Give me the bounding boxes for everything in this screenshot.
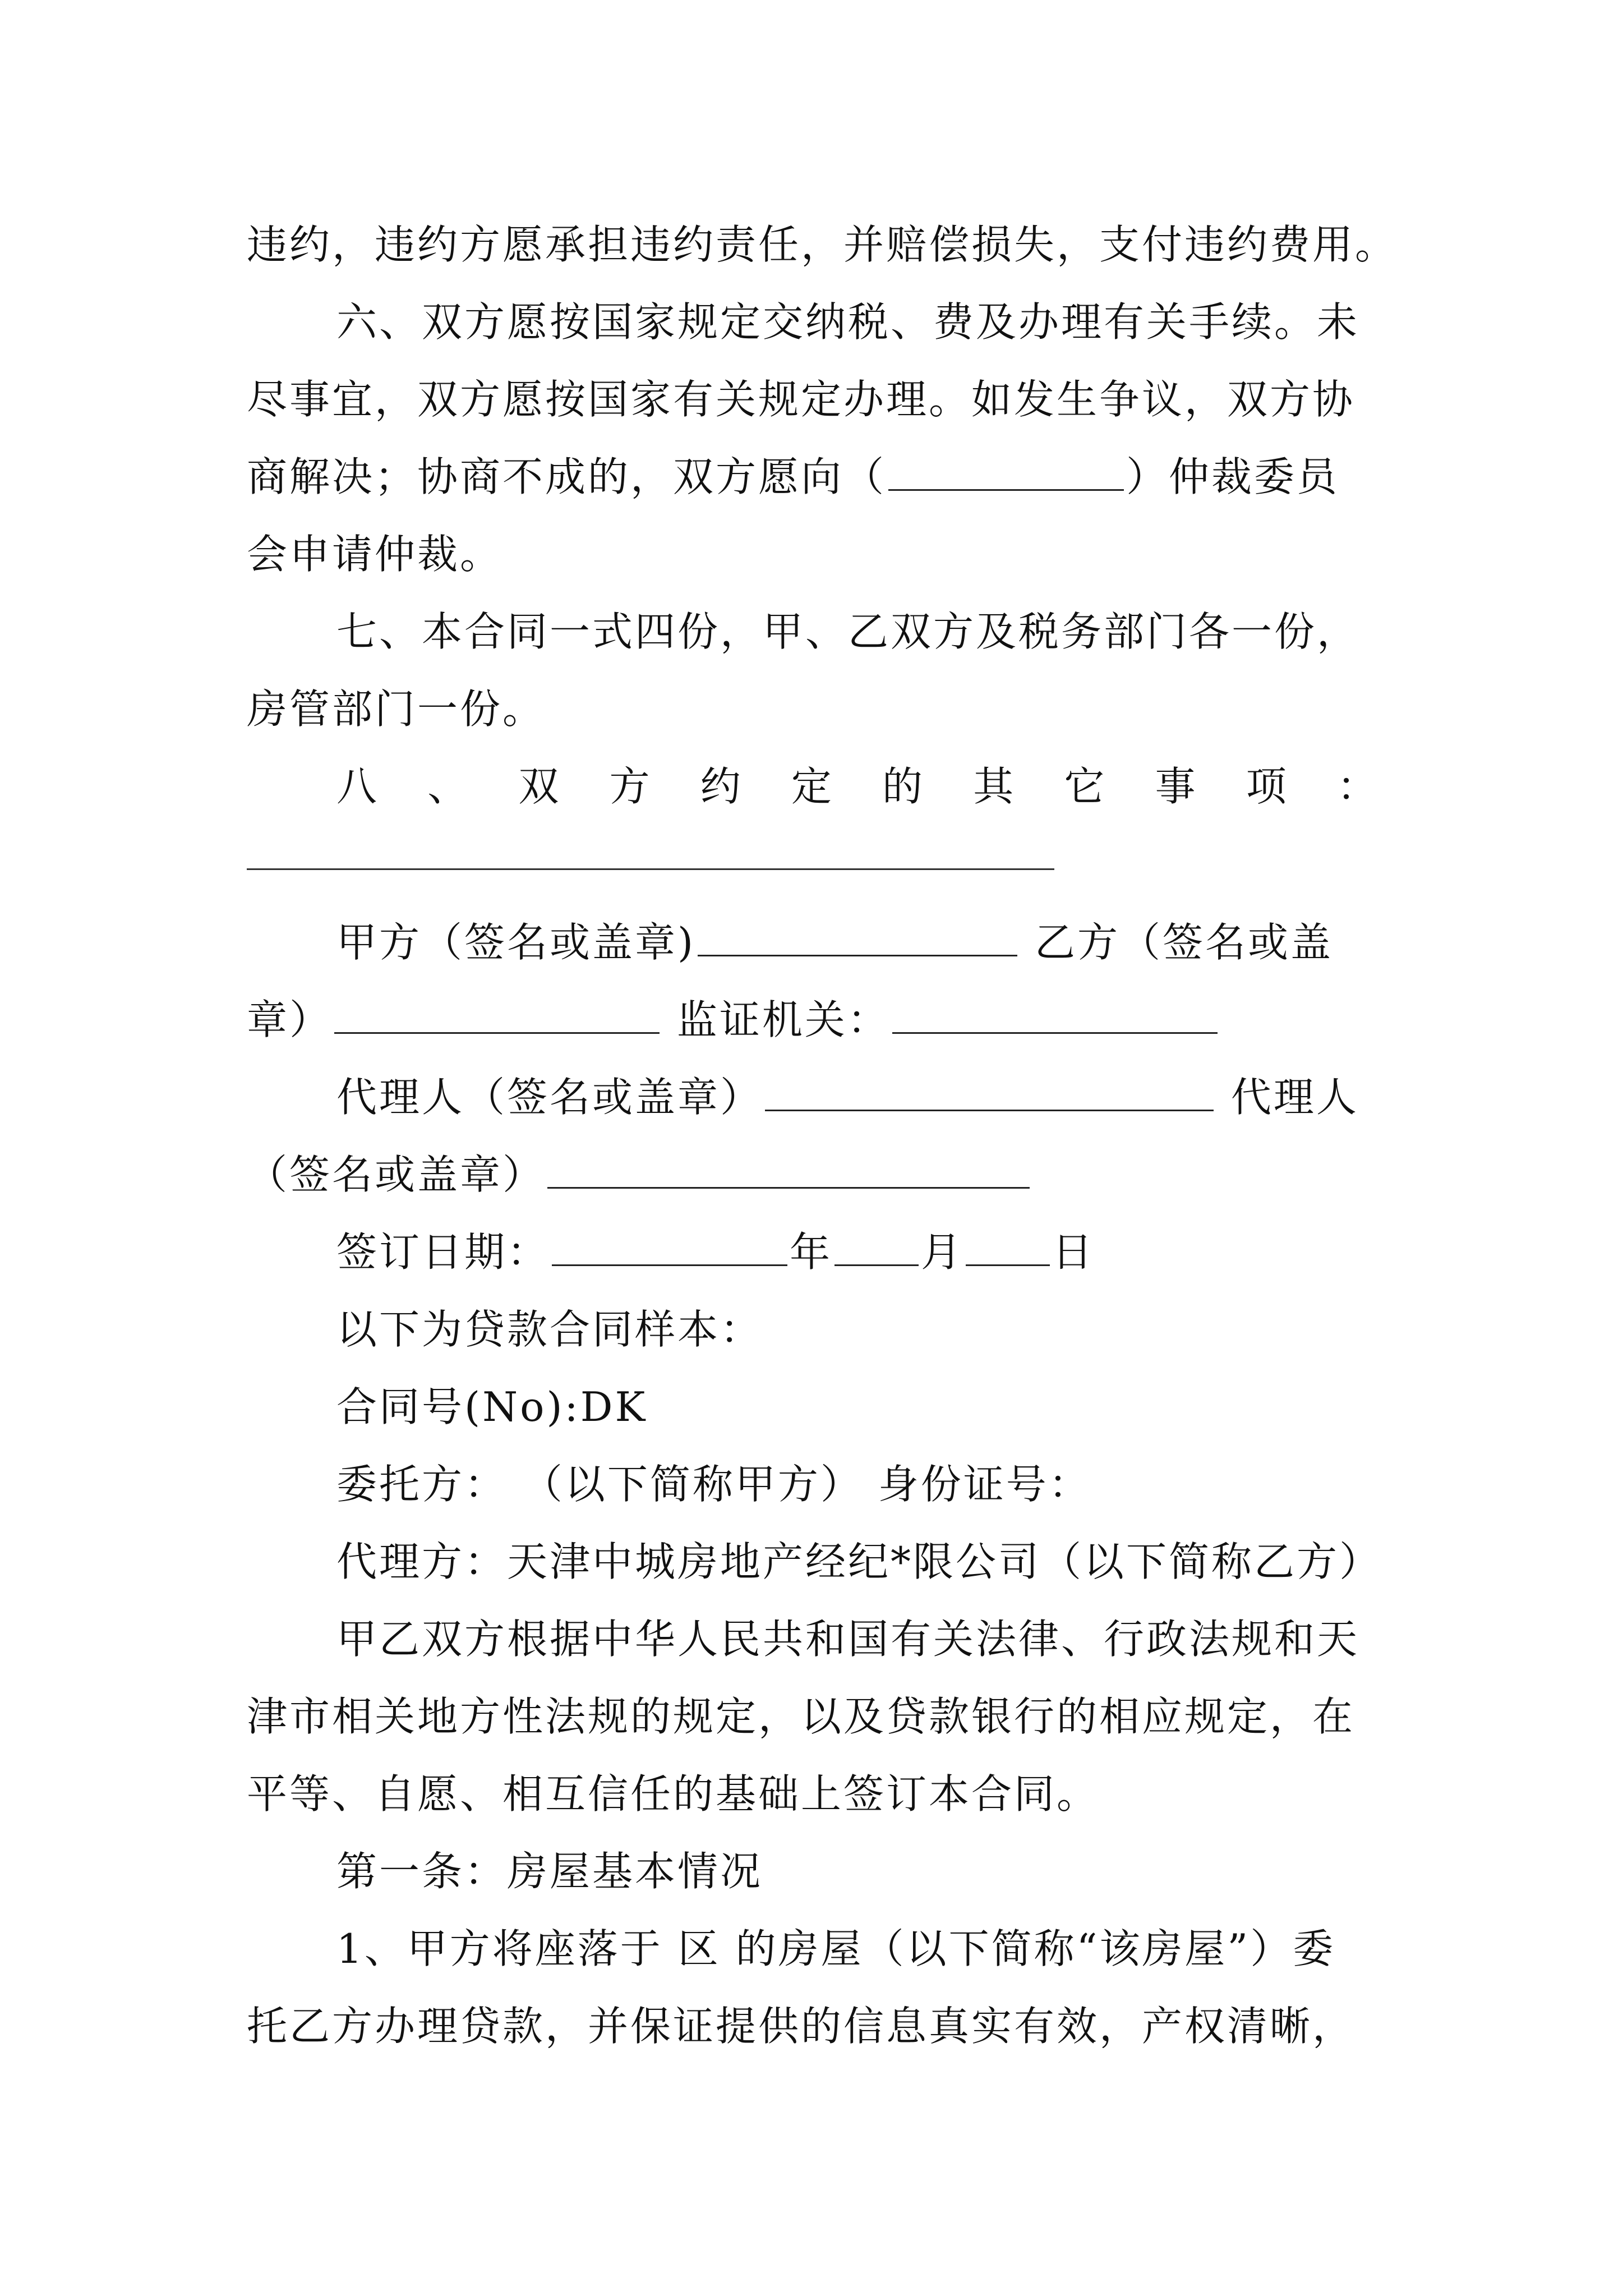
text-line: 1、甲方将座落于 区 的房屋（以下简称“该房屋”）委 <box>336 1925 1336 1972</box>
agent-signature-line <box>247 1148 1380 1202</box>
party-b-signature-blank <box>334 997 660 1034</box>
signature-line-party-a <box>336 915 1469 969</box>
text-line <box>247 450 1380 504</box>
text-fragment: 签订日期： <box>336 1228 550 1276</box>
clause-eight-line <box>336 760 1380 813</box>
other-matters-blank <box>247 868 1054 870</box>
char: 约 <box>700 763 743 810</box>
agent-b-signature-blank <box>547 1152 1030 1189</box>
clause-seven-line: 七、本合同一式四份，甲、乙双方及税务部门各一份， <box>336 608 1360 655</box>
text-line: 会申请仲裁。 <box>247 531 503 578</box>
text-line: 以下为贷款合同样本： <box>336 1306 763 1353</box>
char: 项 <box>1246 763 1289 810</box>
day-blank <box>966 1230 1050 1266</box>
text-line: 甲乙双方根据中华人民共和国有关法律、行政法规和天 <box>336 1616 1360 1663</box>
text-fragment: ）仲裁委员 <box>1126 453 1340 500</box>
char: 双 <box>518 763 561 810</box>
text-line: 房管部门一份。 <box>247 685 546 733</box>
text-fragment: 代理人 <box>1230 1074 1359 1121</box>
signature-line-party-b <box>247 993 1380 1047</box>
text-fragment: 商解决；协商不成的，双方愿向（ <box>247 453 887 500</box>
text-fragment: 甲方（签名或盖章) <box>336 919 696 966</box>
agent-signature-line <box>336 1070 1469 1124</box>
char: 它 <box>1064 763 1107 810</box>
char: ： <box>1336 763 1380 810</box>
year-blank <box>552 1230 787 1266</box>
text-line: 津市相关地方性法规的规定，以及贷款银行的相应规定，在 <box>247 1693 1355 1740</box>
contract-number-line: 合同号(No):DK <box>336 1383 648 1430</box>
text-line: 平等、自愿、相互信任的基础上签订本合同。 <box>247 1770 1100 1818</box>
text-fragment: 乙方（签名或盖 <box>1034 919 1333 966</box>
char: 的 <box>882 763 925 810</box>
char: 定 <box>791 763 834 810</box>
supervisor-blank <box>892 997 1218 1034</box>
text-fragment: 月 <box>921 1228 964 1276</box>
text-fragment: （签名或盖章） <box>247 1151 546 1198</box>
char: 其 <box>973 763 1016 810</box>
principal-line: 委托方： （以下简称甲方） 身份证号： <box>336 1461 1091 1508</box>
text-fragment: 监证机关： <box>676 996 890 1043</box>
char: 、 <box>427 763 471 810</box>
char: 方 <box>609 763 652 810</box>
text-line: 托乙方办理贷款，并保证提供的信息真实有效，产权清晰， <box>247 2003 1355 2050</box>
agent-party-line: 代理方：天津中城房地产经纪*限公司（以下简称乙方） <box>336 1538 1382 1585</box>
text-line: 违约，违约方愿承担违约责任，并赔偿损失，支付违约费用。 <box>247 221 1398 268</box>
signing-date-line <box>336 1225 1469 1279</box>
text-fragment: 章） <box>247 996 333 1043</box>
clause-six-line: 六、双方愿按国家规定交纳税、费及办理有关手续。未 <box>336 298 1360 346</box>
text-fragment: 年 <box>790 1228 833 1276</box>
arbitration-blank <box>888 454 1124 491</box>
agent-a-signature-blank <box>765 1075 1214 1111</box>
char: 八 <box>336 763 380 810</box>
party-a-signature-blank <box>698 920 1017 956</box>
text-line: 尽事宜，双方愿按国家有关规定办理。如发生争议，双方协 <box>247 376 1355 423</box>
article-one-heading: 第一条：房屋基本情况 <box>336 1848 763 1895</box>
text-fragment: 代理人（签名或盖章） <box>336 1074 763 1121</box>
text-fragment: 日 <box>1052 1228 1095 1276</box>
char: 事 <box>1155 763 1198 810</box>
month-blank <box>834 1230 919 1266</box>
